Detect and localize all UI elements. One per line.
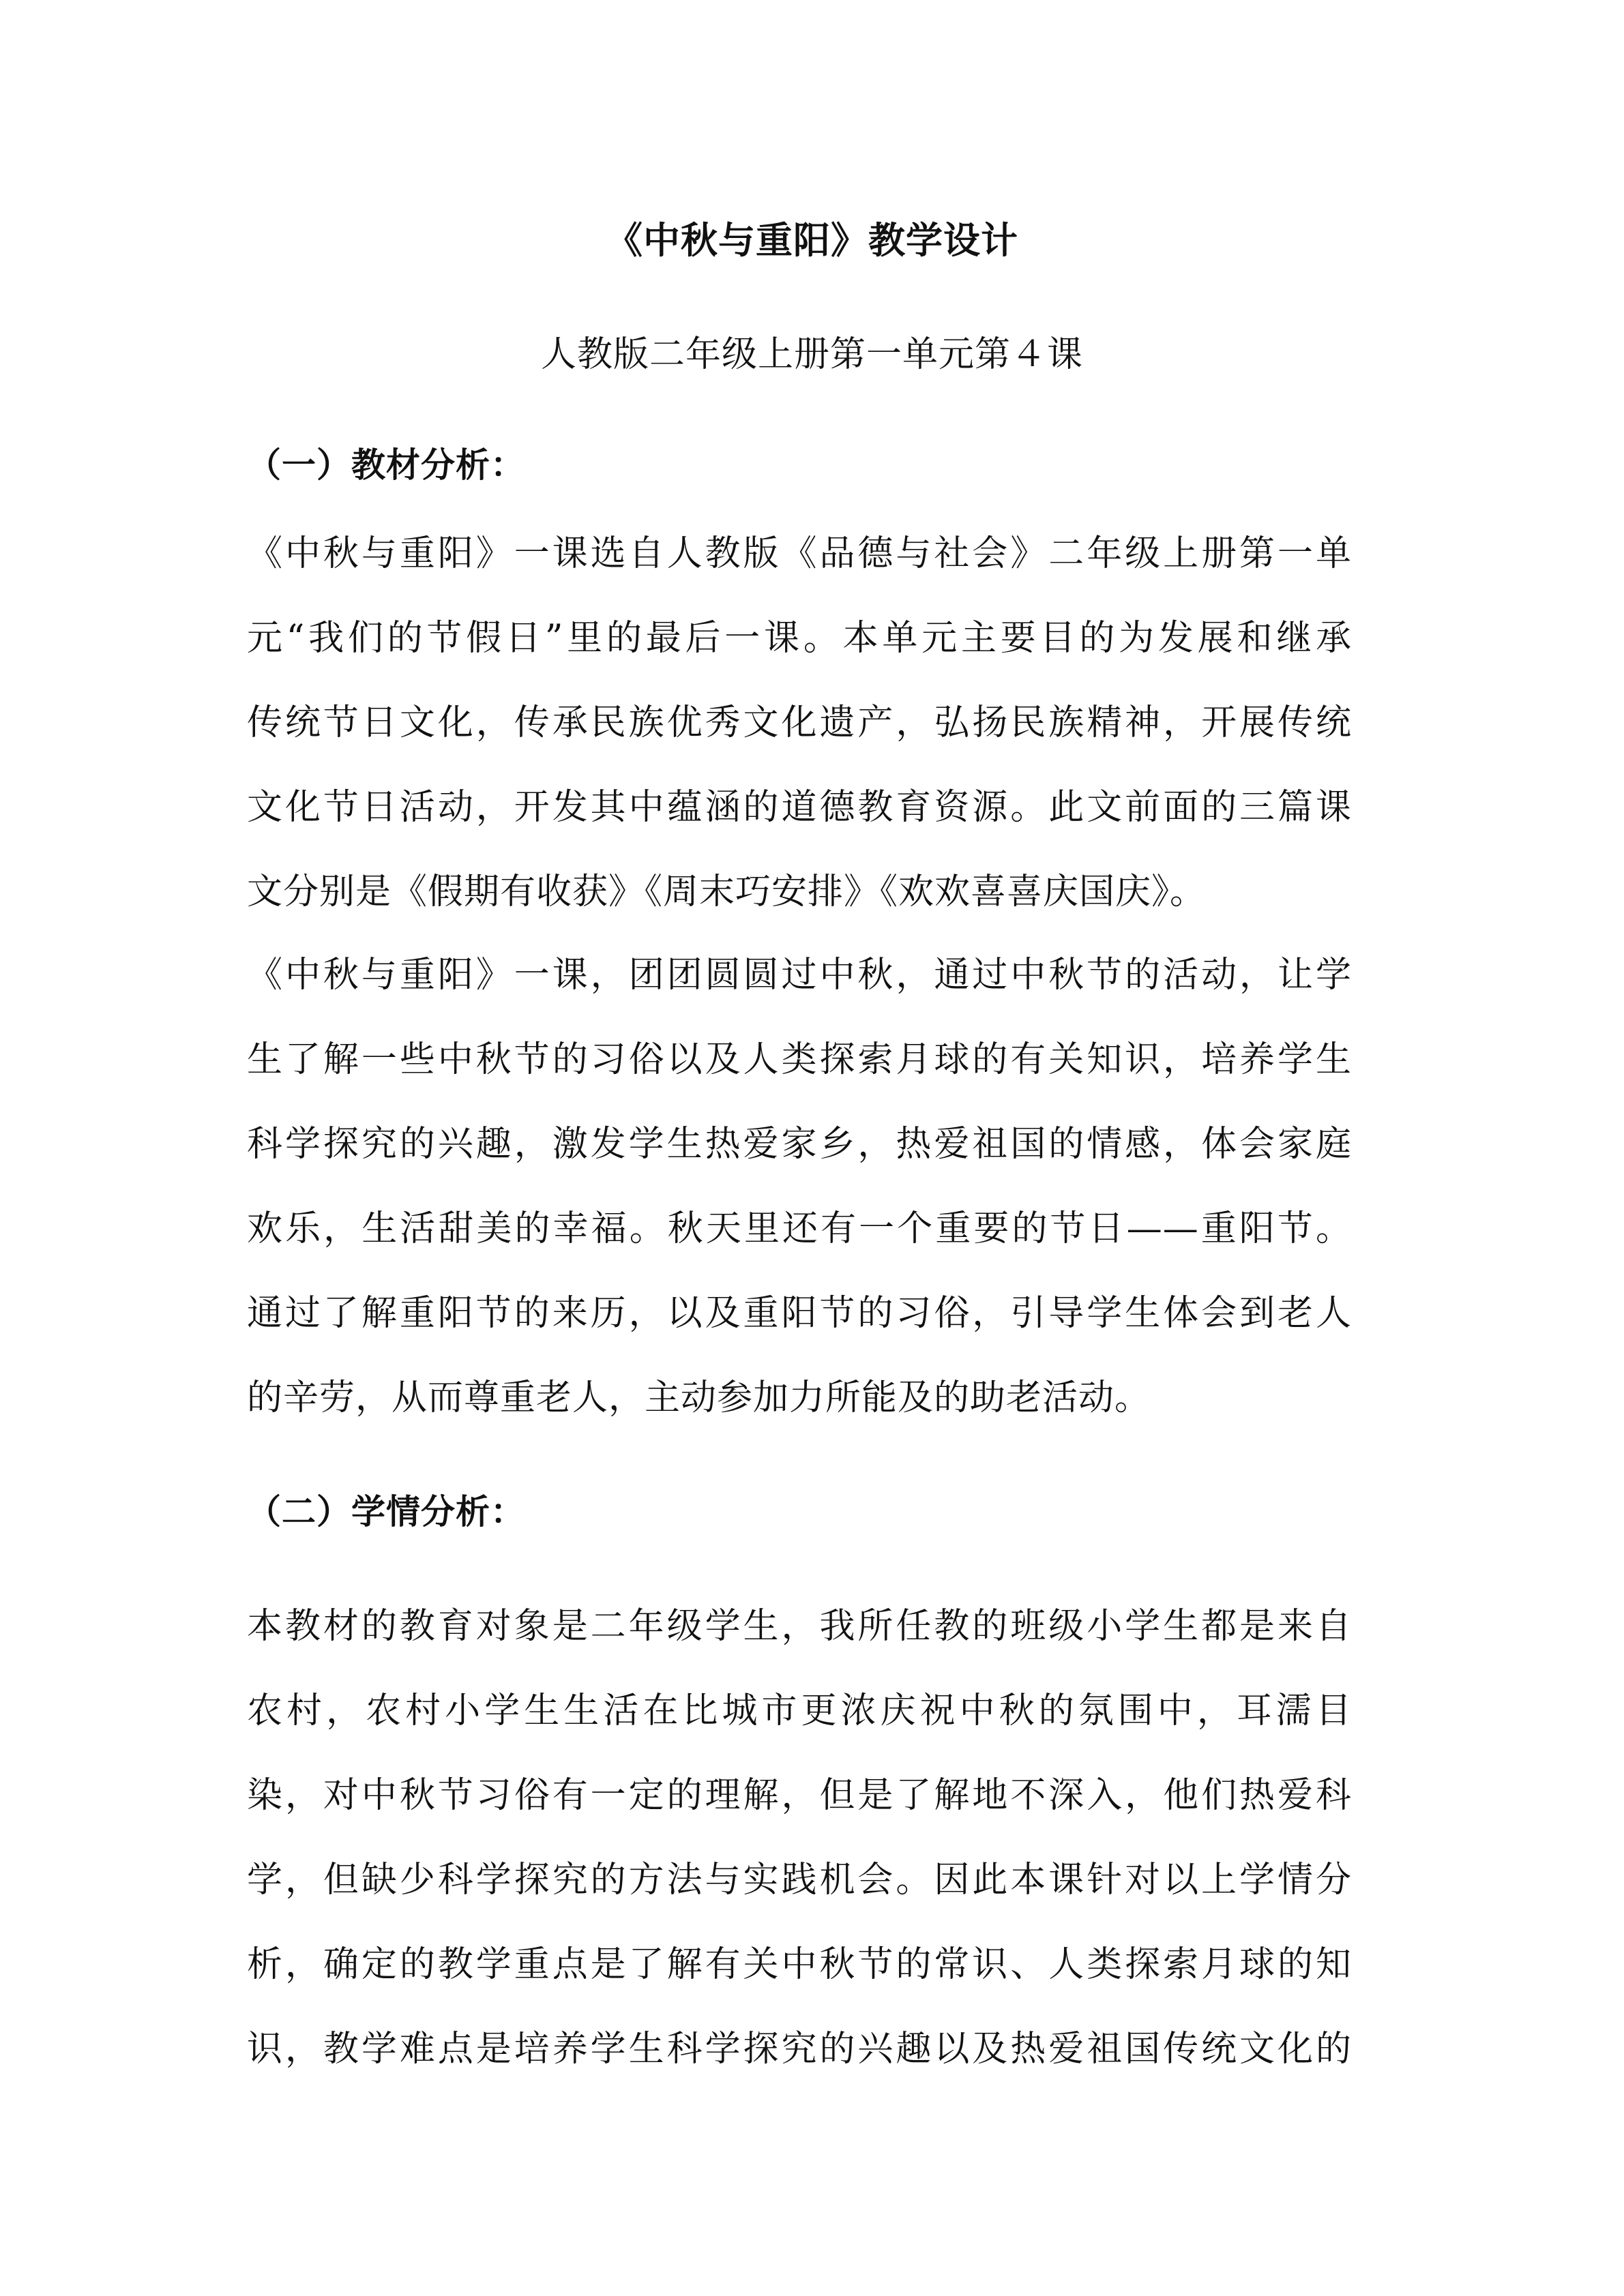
text-line: 文化节日活动，开发其中蕴涵的道德教育资源。此文前面的三篇课	[247, 787, 1352, 828]
paragraph-textbook-intro	[247, 511, 1352, 934]
text-line: 欢乐，生活甜美的幸福。秋天里还有一个重要的节日——重阳节。	[247, 1208, 1352, 1249]
document-subtitle: 人教版二年级上册第一单元第４课	[540, 334, 1083, 375]
document-title: 《中秋与重阳》教学设计	[606, 218, 1018, 262]
text-line: 识，教学难点是培养学生科学探究的兴趣以及热爱祖国传统文化的	[247, 2029, 1352, 2070]
text-line: 文分别是《假期有收获》《周末巧安排》《欢欢喜喜庆国庆》。	[247, 871, 1207, 912]
text-line: 科学探究的兴趣，激发学生热爱家乡，热爱祖国的情感，体会家庭	[247, 1124, 1352, 1165]
text-line: 染，对中秋节习俗有一定的理解，但是了解地不深入，他们热爱科	[247, 1775, 1352, 1816]
text-line: 的辛劳，从而尊重老人，主动参加力所能及的助老活动。	[247, 1377, 1151, 1418]
text-line: 生了解一些中秋节的习俗以及人类探索月球的有关知识，培养学生	[247, 1039, 1352, 1080]
paragraph-student-analysis	[247, 1584, 1352, 2091]
text-line: 通过了解重阳节的来历，以及重阳节的习俗，引导学生体会到老人	[247, 1293, 1352, 1334]
text-line: 《中秋与重阳》一课选自人教版《品德与社会》二年级上册第一单	[247, 533, 1352, 574]
paragraph-lesson-content	[247, 933, 1352, 1440]
text-line: 析，确定的教学重点是了解有关中秋节的常识、人类探索月球的知	[247, 1944, 1352, 1985]
section-heading-student-analysis: （二）学情分析：	[247, 1491, 525, 1532]
text-line: 学，但缺少科学探究的方法与实践机会。因此本课针对以上学情分	[247, 1860, 1352, 1900]
text-line: 农村，农村小学生生活在比城市更浓庆祝中秋的氛围中，耳濡目	[247, 1690, 1352, 1731]
text-line: 元“我们的节假日”里的最后一课。本单元主要目的为发展和继承	[247, 618, 1352, 659]
text-line: 传统节日文化，传承民族优秀文化遗产，弘扬民族精神，开展传统	[247, 702, 1352, 743]
text-line: 本教材的教育对象是二年级学生，我所任教的班级小学生都是来自	[247, 1606, 1352, 1647]
section-heading-textbook-analysis: （一）教材分析：	[247, 445, 525, 485]
text-line: 《中秋与重阳》一课，团团圆圆过中秋，通过中秋节的活动，让学	[247, 955, 1352, 996]
